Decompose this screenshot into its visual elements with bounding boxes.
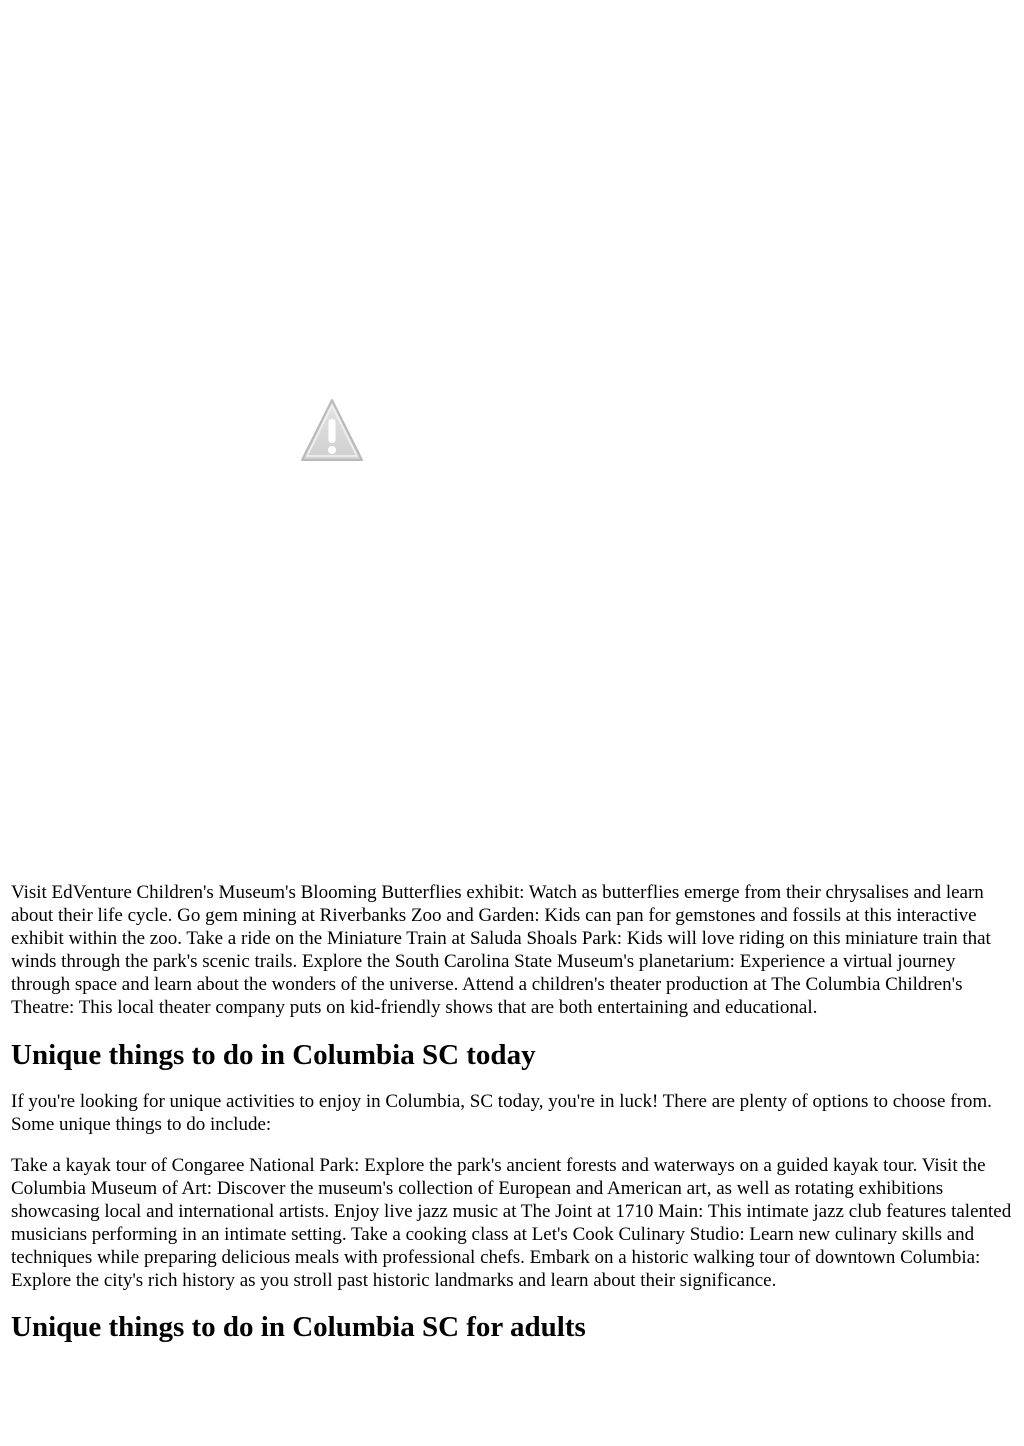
article-content	[11, 881, 1015, 1362]
today-intro-paragraph: If you're looking for unique activities to enjoy in Columbia, SC today, you're in luck! There are plenty of options to choose from. Some unique things to do include:	[11, 1090, 992, 1135]
today-heading: Unique things to do in Columbia SC today	[11, 1038, 536, 1071]
broken-image-icon	[300, 397, 364, 463]
kids-activities-paragraph: Visit EdVenture Children's Museum's Blooming Butterflies exhibit: Watch as butterflies emerge from their chrysalises and learn about their life cycle. Go gem mining at Riverbanks Zoo and Garden: Kids can pan for gemstones and fossils at this interactive exhibit within the zoo. Take a ride on the Miniature Train at Saluda Shoals Park: Kids will love riding on this miniature train that winds through the park's scenic trails. Explore the South Carolina State Museum's planetarium: Experience a virtual journey through space and learn about the wonders of the universe. Attend a children's theater production at The Columbia Children's Theatre: This local theater company puts on kid-friendly shows that are both entertaining and educational.	[11, 882, 991, 1019]
adults-heading: Unique things to do in Columbia SC for adults	[11, 1311, 586, 1344]
today-activities-paragraph: Take a kayak tour of Congaree National Park: Explore the park's ancient forests and waterways on a guided kayak tour. Visit the Columbia Museum of Art: Discover the museum's collection of European and American art, as well as rotating exhibitions showcasing local and international artists. Enjoy live jazz music at The Joint at 1710 Main: This intimate jazz club features talented musicians performing in an intimate setting. Take a cooking class at Let's Cook Culinary Studio: Learn new culinary skills and techniques while preparing delicious meals with professional chefs. Embark on a historic walking tour of downtown Columbia: Explore the city's rich history as you stroll past historic landmarks and learn about their significance.	[11, 1154, 1012, 1292]
